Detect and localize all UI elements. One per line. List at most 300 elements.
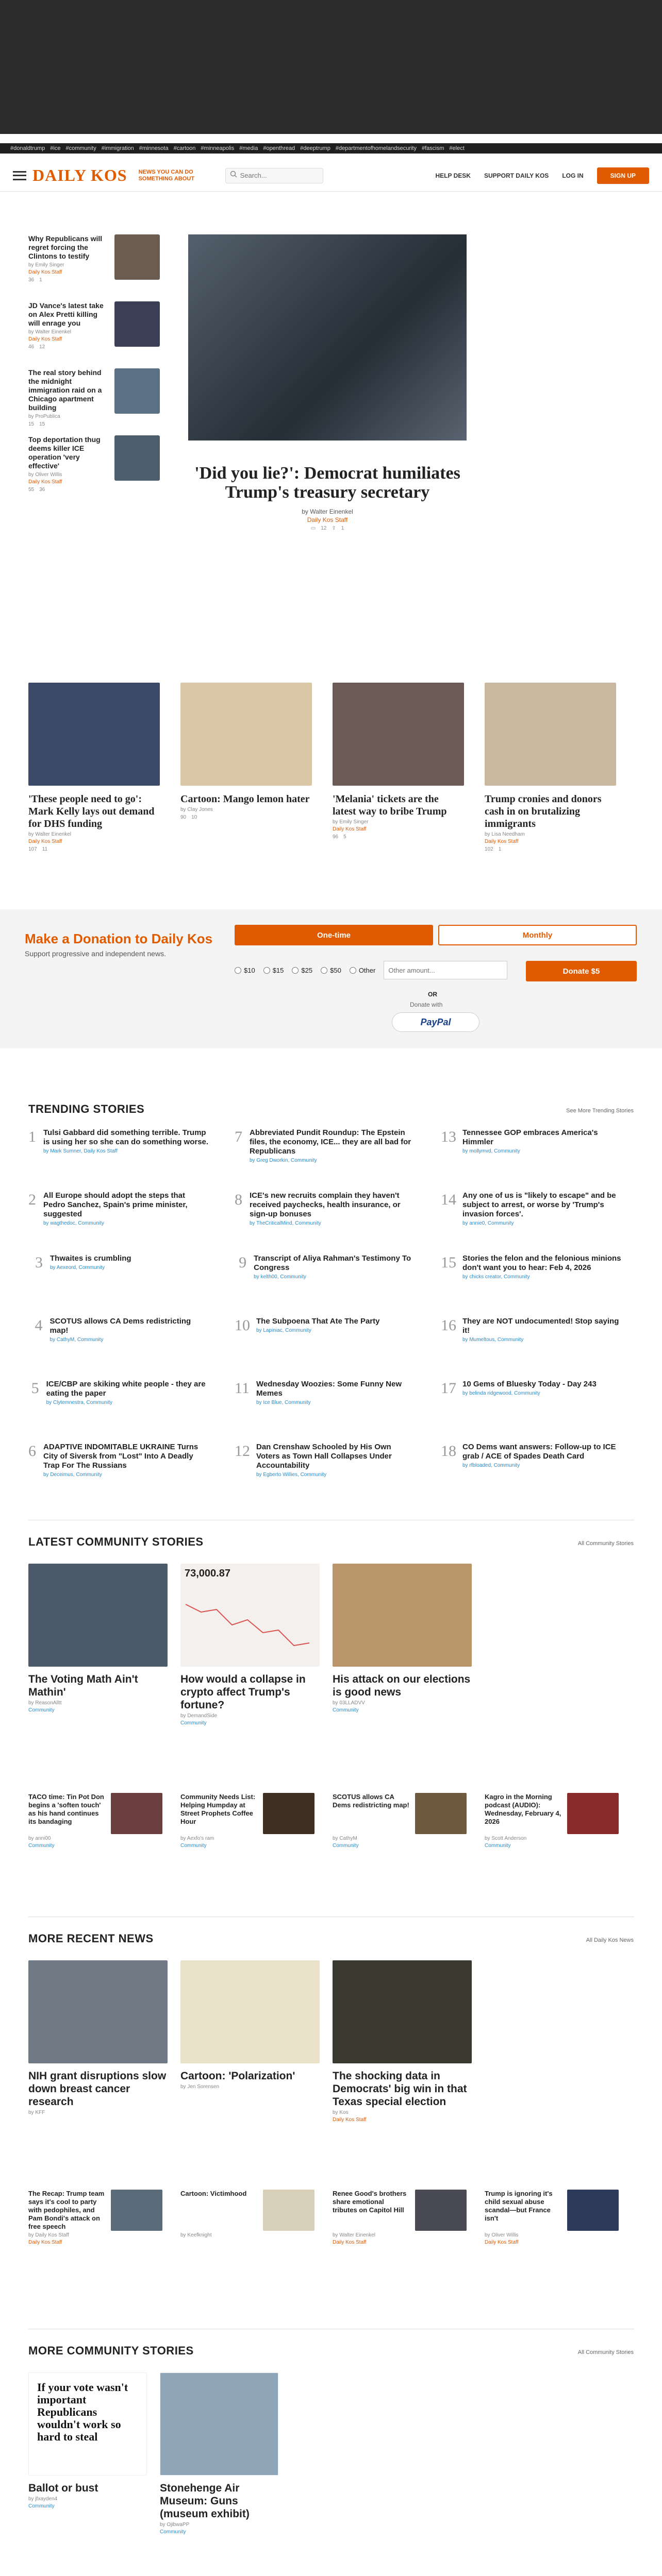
trending-rank: 5 xyxy=(31,1380,39,1397)
other-amount-input[interactable] xyxy=(384,961,507,979)
story-card-author[interactable]: by Kos xyxy=(333,2110,349,2115)
trending-author[interactable]: by Greg Dworkin, Community xyxy=(250,1158,317,1163)
search-box[interactable] xyxy=(225,168,323,183)
compact-story-card[interactable] xyxy=(28,1793,168,1849)
comment-count: 15 xyxy=(28,421,35,427)
story-card[interactable] xyxy=(180,1564,320,1726)
compact-story-card[interactable] xyxy=(333,2190,472,2245)
trending-body xyxy=(462,1317,621,1343)
latest-community-link[interactable]: All Community Stories xyxy=(577,1540,634,1547)
sidebar-story-stats xyxy=(28,344,111,350)
story-card-stats xyxy=(28,846,160,852)
story-card-image[interactable] xyxy=(180,1960,320,2063)
trending-rank: 10 xyxy=(235,1317,250,1334)
trending-item[interactable] xyxy=(28,1128,209,1154)
trending-author[interactable]: by kelth00, Community xyxy=(254,1274,306,1280)
sidebar-story-thumbnail[interactable] xyxy=(114,435,160,481)
donate-submit-button[interactable]: Donate $5 xyxy=(526,961,637,981)
compact-story-category[interactable]: Community xyxy=(333,1843,359,1849)
share-count: 1 xyxy=(498,846,502,852)
story-card-stats xyxy=(485,846,616,852)
compact-story-row xyxy=(485,2190,624,2231)
story-card-author[interactable]: by Jen Sorensen xyxy=(180,2084,220,2090)
trending-title[interactable]: They are NOT undocumented! Stop saying it! xyxy=(462,1317,619,1335)
compact-story-title[interactable]: TACO time: Tin Pot Don begins a 'soften touch' as his hand continues its bandaging xyxy=(28,1793,104,1825)
trending-item[interactable] xyxy=(28,1191,209,1226)
story-card-image[interactable] xyxy=(28,1960,168,2063)
comment-count: 90 xyxy=(180,815,187,820)
trending-item[interactable] xyxy=(235,1443,415,1478)
compact-story-thumbnail[interactable] xyxy=(415,1793,467,1834)
donation-amount-option[interactable] xyxy=(263,967,284,974)
story-card-stats xyxy=(333,834,464,840)
trending-title[interactable]: Stories the felon and the felonious minions don't want you to hear: Feb 4, 2026 xyxy=(462,1254,621,1272)
sidebar-story-text xyxy=(28,435,111,493)
share-count: 1 xyxy=(341,526,344,531)
compact-story-row xyxy=(180,2190,320,2231)
story-card-category[interactable]: Daily Kos Staff xyxy=(333,826,367,832)
comment-count: 107 xyxy=(28,846,37,852)
story-card-stats xyxy=(180,815,312,820)
trending-author[interactable]: by Mark Sumner, Daily Kos Staff xyxy=(43,1148,118,1154)
trending-see-more[interactable]: See More Trending Stories xyxy=(566,1108,634,1114)
trending-body xyxy=(254,1254,415,1280)
trending-title[interactable]: Transcript of Aliya Rahman's Testimony To Congress xyxy=(254,1254,411,1272)
share-count: 36 xyxy=(39,487,45,493)
compact-story-card[interactable] xyxy=(28,2190,168,2245)
donate-subtitle: Support progressive and independent news. xyxy=(25,950,166,958)
compact-story-card[interactable] xyxy=(333,1793,472,1849)
recent-news-link[interactable]: All Daily Kos News xyxy=(586,1937,634,1943)
trending-author[interactable]: by wagthedoc, Community xyxy=(43,1221,104,1226)
trending-rank: 1 xyxy=(28,1128,36,1145)
trending-author[interactable]: by chicks creator, Community xyxy=(462,1274,530,1280)
trending-item[interactable] xyxy=(441,1443,621,1468)
compact-story-title[interactable]: The Recap: Trump team says it's cool to party with pedophiles, and Pam Bondi's attack on free speech xyxy=(28,2190,105,2230)
story-card-author[interactable]: by Lisa Needham xyxy=(485,832,525,837)
story-card[interactable] xyxy=(28,683,160,852)
tag-link[interactable]: #media xyxy=(239,145,258,151)
donation-amount-label: $15 xyxy=(272,966,284,974)
trending-rank: 8 xyxy=(235,1191,242,1208)
donation-amount-option[interactable] xyxy=(235,967,255,974)
menu-icon[interactable] xyxy=(13,171,26,180)
sidebar-story[interactable] xyxy=(28,234,160,283)
story-card-author[interactable]: by DemandSide xyxy=(180,1713,218,1719)
share-count: 11 xyxy=(42,846,48,852)
story-card-title[interactable]: How would a collapse in crypto affect Trump's fortune? xyxy=(180,1673,306,1711)
trending-item[interactable] xyxy=(441,1191,621,1226)
feature-author[interactable]: by Walter Einenkel xyxy=(302,508,353,515)
compact-story-title[interactable]: Community Needs List: Helping Humpday at Street Prophets Coffee Hour xyxy=(180,1793,256,1825)
compact-story-category[interactable]: Daily Kos Staff xyxy=(333,2240,367,2245)
monthly-toggle[interactable]: Monthly xyxy=(438,925,637,945)
tag-link[interactable]: #minnesota xyxy=(139,145,169,151)
compact-story-thumbnail[interactable] xyxy=(263,2190,315,2231)
trending-item[interactable] xyxy=(441,1254,621,1280)
trending-rank: 18 xyxy=(441,1443,456,1460)
story-card-image[interactable] xyxy=(28,1564,168,1667)
story-card-author[interactable]: by Emily Singer xyxy=(333,819,369,825)
compact-story-card[interactable] xyxy=(485,1793,624,1849)
compact-story-author[interactable]: by Daily Kos Staff xyxy=(28,2232,69,2238)
sidebar-story-thumbnail[interactable] xyxy=(114,234,160,280)
sidebar-story-category[interactable]: Daily Kos Staff xyxy=(28,336,62,342)
story-card[interactable] xyxy=(180,1960,320,2091)
story-card-title[interactable]: Ballot or bust xyxy=(28,2482,98,2494)
story-card-category[interactable]: Daily Kos Staff xyxy=(485,839,519,844)
trending-rank: 9 xyxy=(239,1254,247,1271)
share-icon: ⇪ xyxy=(332,526,336,531)
trending-body xyxy=(256,1443,415,1478)
story-card-author[interactable]: by OjibwaPP xyxy=(160,2522,190,2528)
story-card-category[interactable]: Daily Kos Staff xyxy=(333,2117,367,2123)
trending-body xyxy=(250,1191,415,1226)
search-icon xyxy=(230,171,237,180)
compact-story-category[interactable]: Community xyxy=(180,1843,207,1849)
story-card-author[interactable]: by Walter Einenkel xyxy=(28,832,71,837)
header-nav xyxy=(435,167,649,184)
trending-body xyxy=(50,1254,131,1272)
advertisement-slot xyxy=(0,0,662,134)
tag-link[interactable]: #immigration xyxy=(101,145,134,151)
donation-radio[interactable] xyxy=(235,967,241,974)
share-count: 1 xyxy=(39,277,42,283)
trending-title[interactable]: Tulsi Gabbard did something terrible. Trump is using her so she can do something worse. xyxy=(43,1128,209,1146)
trending-title[interactable]: CO Dems want answers: Follow-up to ICE grab / ACE of Spades Death Card xyxy=(462,1443,616,1461)
compact-story-title[interactable]: SCOTUS allows CA Dems redistricting map! xyxy=(333,1793,409,1809)
sidebar-story-author[interactable]: by ProPublica xyxy=(28,414,60,419)
trending-title[interactable]: Tennessee GOP embraces America's Himmler xyxy=(462,1128,598,1146)
trending-author[interactable]: by mollymvd, Community xyxy=(462,1148,520,1154)
story-card-title[interactable]: NIH grant disruptions slow down breast cancer research xyxy=(28,2070,167,2108)
paypal-button[interactable]: PayPal xyxy=(392,1012,479,1032)
search-input[interactable] xyxy=(240,172,318,179)
story-card-title[interactable]: His attack on our elections is good news xyxy=(333,1673,471,1698)
story-card-category[interactable]: Community xyxy=(28,1707,55,1713)
sidebar-story-row xyxy=(28,234,160,283)
story-card-image[interactable] xyxy=(333,683,464,786)
donation-radio[interactable] xyxy=(263,967,270,974)
trending-item[interactable] xyxy=(235,1317,415,1334)
trending-title[interactable]: 10 Gems of Bluesky Today - Day 243 xyxy=(462,1380,597,1388)
trending-author[interactable]: by belinda ridgewood, Community xyxy=(462,1391,540,1396)
story-card-category[interactable]: Community xyxy=(160,2529,186,2535)
compact-story-row xyxy=(28,1793,168,1834)
trending-title[interactable]: Thwaites is crumbling xyxy=(50,1254,131,1263)
sidebar-story-thumbnail[interactable] xyxy=(114,301,160,347)
trending-body xyxy=(250,1128,415,1163)
comment-count: 55 xyxy=(28,487,35,493)
trending-rank: 6 xyxy=(28,1443,36,1460)
trending-rank: 2 xyxy=(28,1191,36,1208)
compact-story-row xyxy=(28,2190,168,2231)
sidebar-story-category[interactable]: Daily Kos Staff xyxy=(28,479,62,485)
trending-item[interactable] xyxy=(441,1380,621,1397)
trending-item[interactable] xyxy=(235,1191,415,1226)
compact-story-author[interactable]: by Keefknight xyxy=(180,2232,212,2238)
compact-story-card[interactable] xyxy=(485,2190,624,2245)
story-card-image[interactable] xyxy=(333,1960,472,2063)
sidebar-story[interactable] xyxy=(28,435,160,493)
trending-author[interactable]: by Aexeord, Community xyxy=(50,1265,105,1270)
story-card-title[interactable]: Trump cronies and donors cash in on brutalizing immigrants xyxy=(485,793,602,829)
trending-title[interactable]: ICE's new recruits complain they haven't received paychecks, health insurance, or sign-up bonuses xyxy=(250,1191,401,1218)
trending-body xyxy=(462,1191,621,1226)
donation-amount-label: $50 xyxy=(330,966,341,974)
compact-story-card[interactable] xyxy=(180,1793,320,1849)
story-card-image[interactable] xyxy=(28,683,160,786)
sidebar-story-author[interactable]: by Emily Singer xyxy=(28,262,64,268)
tag-link[interactable]: #minneapolis xyxy=(201,145,235,151)
compact-story-row xyxy=(485,1793,624,1834)
sidebar-story-author[interactable]: by Walter Einenkel xyxy=(28,329,71,335)
trending-item[interactable] xyxy=(28,1254,209,1272)
story-card[interactable] xyxy=(160,2372,278,2535)
trending-body xyxy=(462,1128,621,1154)
trending-item[interactable] xyxy=(235,1380,415,1405)
sidebar-story-title[interactable]: Top deportation thug deems killer ICE operation 'very effective' xyxy=(28,435,101,470)
tag-link[interactable]: #cartoon xyxy=(173,145,196,151)
compact-story-row xyxy=(333,1793,472,1834)
compact-story-thumbnail[interactable] xyxy=(111,1793,162,1834)
trending-body xyxy=(256,1317,379,1334)
story-card-title[interactable]: Cartoon: 'Polarization' xyxy=(180,2070,295,2082)
trending-title[interactable]: Wednesday Woozies: Some Funny New Memes xyxy=(256,1380,402,1398)
compact-story-thumbnail[interactable] xyxy=(263,1793,315,1834)
tag-link[interactable]: #elect xyxy=(449,145,465,151)
trending-author[interactable]: by Ice Blue, Community xyxy=(256,1400,311,1405)
donation-amount-label: $25 xyxy=(301,966,313,974)
story-card[interactable] xyxy=(485,683,616,852)
story-card-title[interactable]: Cartoon: Mango lemon hater xyxy=(180,793,310,805)
trending-rank: 12 xyxy=(235,1443,250,1460)
trending-item[interactable] xyxy=(28,1443,209,1478)
compact-story-thumbnail[interactable] xyxy=(111,2190,162,2231)
tag-link[interactable]: #fascism xyxy=(421,145,444,151)
trending-rank: 15 xyxy=(441,1254,456,1271)
story-card[interactable] xyxy=(333,1960,472,2123)
compact-story-thumbnail[interactable] xyxy=(415,2190,467,2231)
trending-author[interactable]: by CathyM, Community xyxy=(49,1337,104,1343)
compact-story-thumbnail[interactable] xyxy=(567,1793,619,1834)
sidebar-story-text xyxy=(28,368,111,427)
donation-amount-option[interactable] xyxy=(350,967,376,974)
sidebar-story-stats xyxy=(28,421,111,427)
compact-story-category[interactable]: Community xyxy=(485,1843,511,1849)
sidebar-story-stats xyxy=(28,277,111,283)
one-time-toggle[interactable]: One-time xyxy=(235,925,433,945)
story-card-title[interactable]: The Voting Math Ain't Mathin' xyxy=(28,1673,138,1698)
compact-story-author[interactable]: by Oliver Willis xyxy=(485,2232,519,2238)
sidebar-story-category[interactable]: Daily Kos Staff xyxy=(28,269,62,275)
trending-title: TRENDING STORIES xyxy=(28,1103,145,1115)
compact-story-author[interactable]: by Scott Anderson xyxy=(485,1836,527,1841)
compact-story-title[interactable]: Cartoon: Victimhood xyxy=(180,2190,247,2197)
site-header xyxy=(0,160,662,192)
story-card-author[interactable]: by Clay Jones xyxy=(180,807,213,812)
feature-category[interactable]: Daily Kos Staff xyxy=(307,516,348,523)
donation-radio[interactable] xyxy=(350,967,356,974)
compact-story-thumbnail[interactable] xyxy=(567,2190,619,2231)
trending-item[interactable] xyxy=(235,1128,415,1163)
story-card-title[interactable]: Stonehenge Air Museum: Guns (museum exhibit) xyxy=(160,2482,250,2520)
trending-item[interactable] xyxy=(235,1254,415,1280)
story-card-author[interactable]: by ReasonAlltt xyxy=(28,1700,62,1706)
story-card-title[interactable]: The shocking data in Democrats' big win in that Texas special election xyxy=(333,2070,467,2108)
trending-rank: 3 xyxy=(35,1254,43,1271)
sidebar-story-thumbnail[interactable] xyxy=(114,368,160,414)
sidebar-story-title[interactable]: JD Vance's latest take on Alex Pretti killing will enrage you xyxy=(28,301,104,327)
story-card-author[interactable]: by 03LLADVV xyxy=(333,1700,365,1706)
donation-radio[interactable] xyxy=(292,967,299,974)
support-link[interactable]: SUPPORT DAILY KOS xyxy=(484,172,549,179)
trending-title[interactable]: Abbreviated Pundit Roundup: The Epstein files, the economy, ICE... they are all bad for Republicans xyxy=(250,1128,411,1156)
story-card-title[interactable]: 'These people need to go': Mark Kelly lays out demand for DHS funding xyxy=(28,793,155,829)
trending-author[interactable]: by Egberto Willies, Community xyxy=(256,1472,327,1478)
help-desk-link[interactable]: HELP DESK xyxy=(435,172,471,179)
story-card-category[interactable]: Community xyxy=(28,2503,55,2509)
story-card-image[interactable] xyxy=(180,683,312,786)
trending-body xyxy=(46,1380,209,1405)
tag-link[interactable]: #departmentofhomelandsecurity xyxy=(335,145,417,151)
story-card-category[interactable]: Community xyxy=(180,1720,207,1726)
tag-bar xyxy=(0,143,662,154)
sidebar-story-stats xyxy=(28,487,111,493)
feature-stats xyxy=(188,526,467,531)
trending-item[interactable] xyxy=(441,1317,621,1343)
sidebar-story-row xyxy=(28,435,160,493)
story-card-category[interactable]: Community xyxy=(333,1707,359,1713)
story-card-image[interactable] xyxy=(160,2372,278,2476)
trending-author[interactable]: by Mumeltous, Community xyxy=(462,1337,524,1343)
donate-with-label: Donate with xyxy=(410,1001,443,1008)
more-community-link[interactable]: All Community Stories xyxy=(577,2349,634,2355)
trending-title[interactable]: Any one of us is "likely to escape" and be subject to arrest, or worse by 'Trump's invasion forces'. xyxy=(462,1191,616,1218)
more-community-title: MORE COMMUNITY STORIES xyxy=(28,2344,194,2357)
feature-title[interactable]: 'Did you lie?': Democrat humiliates Trump's treasury secretary xyxy=(194,464,460,502)
story-card[interactable] xyxy=(333,1564,472,1713)
tag-link[interactable]: #ice xyxy=(50,145,61,151)
story-card[interactable] xyxy=(28,2372,147,2509)
sidebar-story-title[interactable]: The real story behind the midnight immigration raid on a Chicago apartment building xyxy=(28,368,102,412)
trending-title[interactable]: ADAPTIVE INDOMITABLE UKRAINE Turns City of Siversk from "Lost" Into A Deadly Trap For The Russians xyxy=(43,1443,198,1470)
donation-amount-label: $10 xyxy=(244,966,255,974)
compact-story-author[interactable]: by Walter Einenkel xyxy=(333,2232,375,2238)
trending-rank: 16 xyxy=(441,1317,456,1334)
sidebar-story-title[interactable]: Why Republicans will regret forcing the Clintons to testify xyxy=(28,234,103,260)
compact-story-author[interactable]: by anni00 xyxy=(28,1836,51,1841)
sidebar-story[interactable] xyxy=(28,301,160,350)
trending-author[interactable]: by TheCriticalMind, Community xyxy=(250,1221,321,1226)
donation-radio[interactable] xyxy=(321,967,327,974)
story-card[interactable] xyxy=(180,683,312,820)
trending-item[interactable] xyxy=(28,1380,209,1405)
compact-story-card[interactable] xyxy=(180,2190,320,2240)
donation-amounts xyxy=(235,961,507,979)
sidebar-story-text xyxy=(28,301,111,350)
tag-link[interactable]: #donaldtrump xyxy=(10,145,45,151)
trending-item[interactable] xyxy=(28,1317,209,1343)
compact-story-title[interactable]: Trump is ignoring it's child sexual abuse scandal—but France isn't xyxy=(485,2190,553,2222)
trending-title[interactable]: Dan Crenshaw Schooled by His Own Voters as Town Hall Collapses Under Accountability xyxy=(256,1443,392,1470)
trending-author[interactable]: by Lapiniac, Community xyxy=(256,1328,311,1333)
feature-story[interactable] xyxy=(188,234,467,531)
comment-count: 102 xyxy=(485,846,493,852)
donate-title: Make a Donation to Daily Kos xyxy=(25,931,213,946)
trending-author[interactable]: by annie0, Community xyxy=(462,1221,514,1226)
share-count: 15 xyxy=(39,421,45,427)
story-card-image[interactable] xyxy=(180,1564,320,1667)
donation-amount-option[interactable] xyxy=(292,967,312,974)
story-card-author[interactable]: by KFF xyxy=(28,2110,45,2115)
trending-rank: 14 xyxy=(441,1191,456,1208)
trending-rank: 11 xyxy=(235,1380,250,1397)
comment-count: 12 xyxy=(321,526,327,531)
trending-body xyxy=(462,1380,597,1397)
tag-link[interactable]: #community xyxy=(65,145,96,151)
login-link[interactable]: LOG IN xyxy=(562,172,584,179)
compact-story-title[interactable]: Renee Good's brothers share emotional tributes on Capitol Hill xyxy=(333,2190,407,2214)
donation-amount-label: Other xyxy=(358,966,376,974)
sidebar-story-row xyxy=(28,368,160,427)
compact-story-row xyxy=(180,1793,320,1834)
sidebar-story-author[interactable]: by Oliver Willis xyxy=(28,472,62,478)
story-card-image[interactable] xyxy=(28,2372,147,2476)
compact-story-category[interactable]: Daily Kos Staff xyxy=(485,2240,519,2245)
trending-item[interactable] xyxy=(441,1128,621,1154)
tag-link[interactable]: #openthread xyxy=(263,145,295,151)
story-card[interactable] xyxy=(28,1564,168,1713)
story-card[interactable] xyxy=(333,683,464,840)
latest-community-title: LATEST COMMUNITY STORIES xyxy=(28,1535,204,1548)
site-logo[interactable]: DAILY KOS xyxy=(32,166,127,184)
signup-button[interactable]: SIGN UP xyxy=(597,167,649,184)
comment-count: 36 xyxy=(28,277,35,283)
donation-amount-option[interactable] xyxy=(321,967,341,974)
trending-title[interactable]: ICE/CBP are skiking white people - they are eating the paper xyxy=(46,1380,206,1398)
story-card-author[interactable]: by jfxayden4 xyxy=(28,2496,58,2502)
sidebar-story[interactable] xyxy=(28,368,160,427)
donate-section xyxy=(0,909,662,1048)
tag-link[interactable]: #deeptrump xyxy=(300,145,330,151)
feature-image[interactable] xyxy=(188,234,467,440)
compact-story-category[interactable]: Community xyxy=(28,1843,55,1849)
story-card-image[interactable] xyxy=(485,683,616,786)
comment-icon: ▭ xyxy=(310,526,316,531)
story-card-category[interactable]: Daily Kos Staff xyxy=(28,839,62,844)
trending-title[interactable]: All Europe should adopt the steps that Pedro Sanchez, Spain's prime minister, suggested xyxy=(43,1191,188,1218)
trending-author[interactable]: by rfbloaded, Community xyxy=(462,1463,520,1468)
site-tagline: NEWS YOU CAN DO SOMETHING ABOUT xyxy=(138,168,194,182)
compact-story-author[interactable]: by CathyM xyxy=(333,1836,357,1841)
trending-body xyxy=(43,1191,209,1226)
trending-author[interactable]: by Deceimus, Community xyxy=(43,1472,102,1478)
sidebar-story-text xyxy=(28,234,111,283)
compact-story-row xyxy=(333,2190,472,2231)
compact-story-title[interactable]: Kagro in the Morning podcast (AUDIO): Wednesday, February 4, 2026 xyxy=(485,1793,561,1825)
trending-title[interactable]: SCOTUS allows CA Dems redistricting map! xyxy=(49,1317,191,1335)
trending-title[interactable]: The Subpoena That Ate The Party xyxy=(256,1317,380,1326)
share-count: 12 xyxy=(39,344,45,350)
story-card-title[interactable]: 'Melania' tickets are the latest way to bribe Trump xyxy=(333,793,447,817)
compact-story-author[interactable]: by Aexfo's ram xyxy=(180,1836,214,1841)
compact-story-category[interactable]: Daily Kos Staff xyxy=(28,2240,62,2245)
trending-author[interactable]: by Clytemnestra, Community xyxy=(46,1400,112,1405)
trending-body xyxy=(256,1380,415,1405)
story-card-image[interactable] xyxy=(333,1564,472,1667)
story-card[interactable] xyxy=(28,1960,168,2117)
